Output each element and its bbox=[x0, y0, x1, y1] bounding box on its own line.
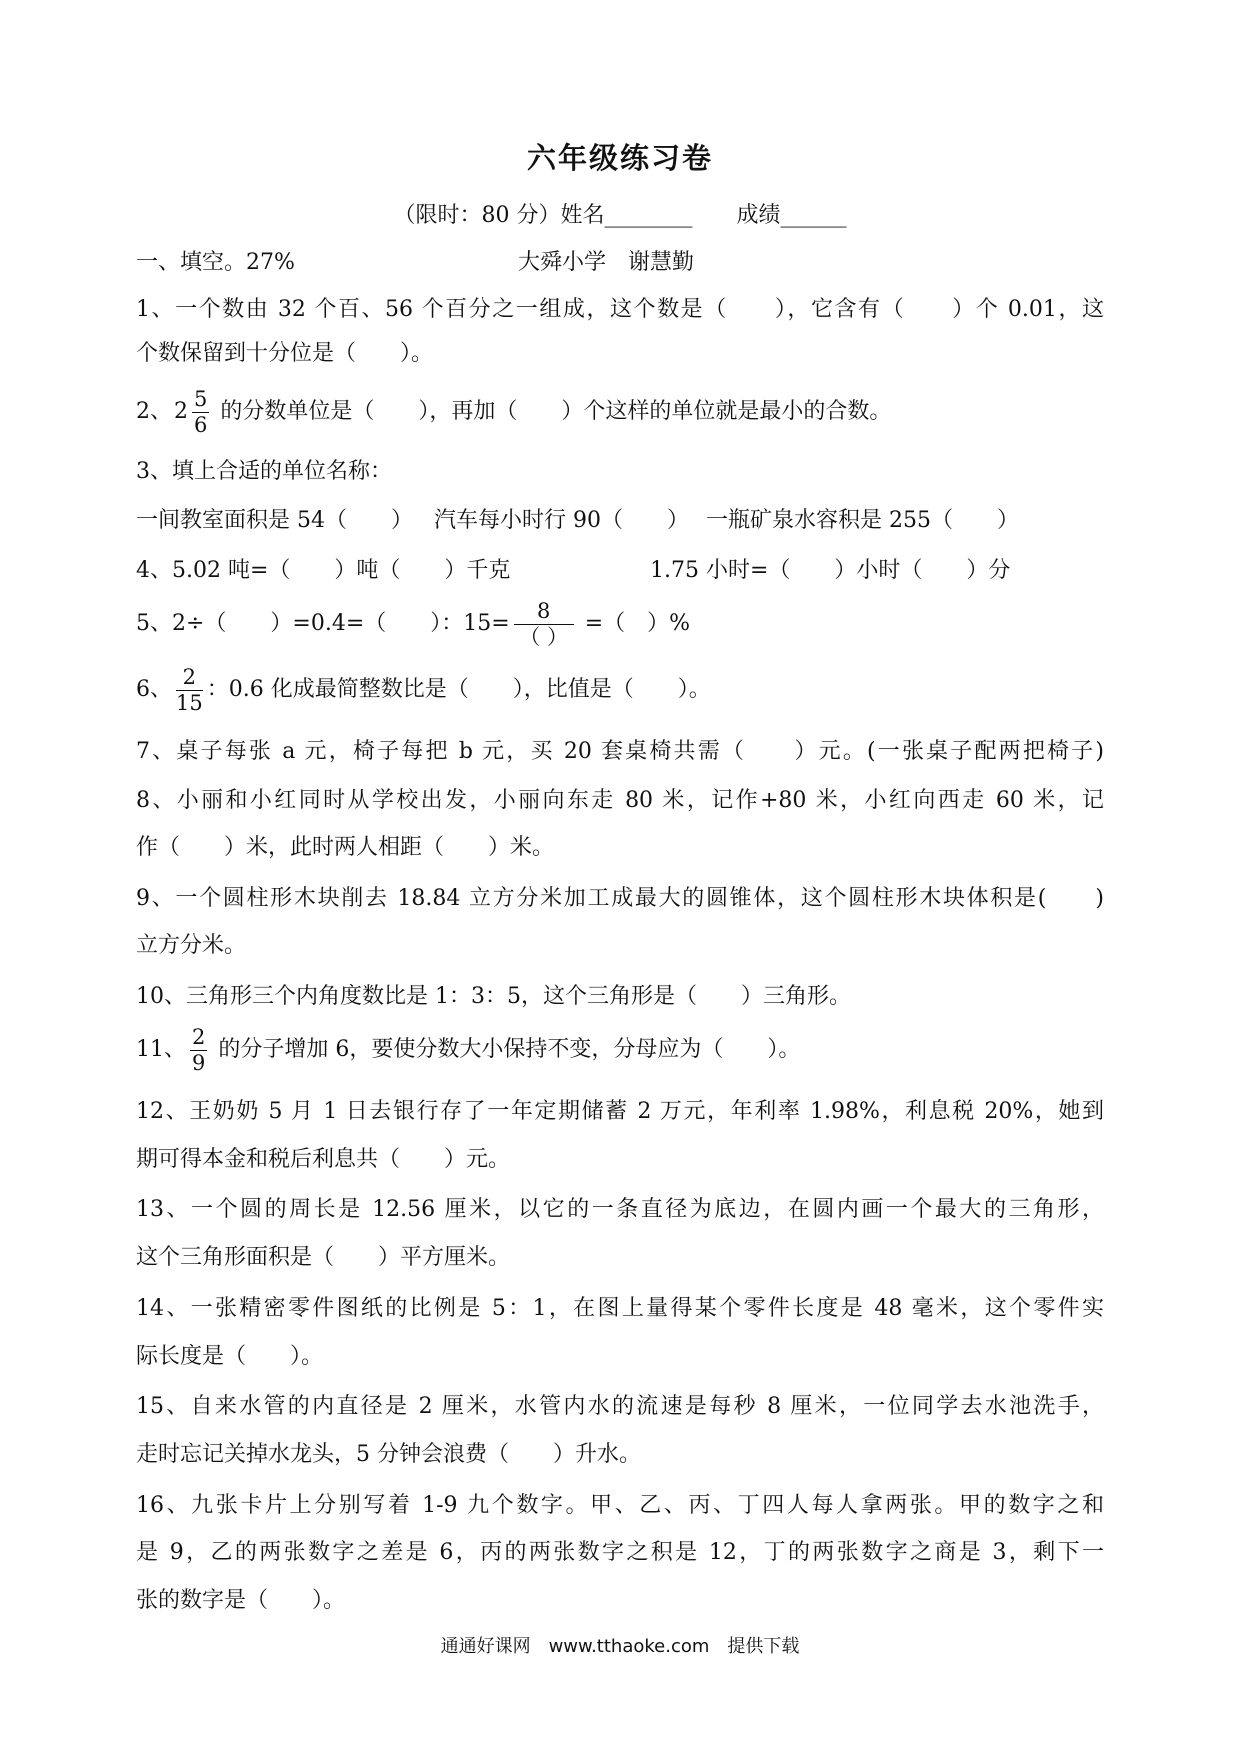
fraction-denominator: 6 bbox=[194, 412, 208, 437]
fraction-two-fifteenths bbox=[176, 664, 203, 715]
question-4 bbox=[136, 555, 1104, 587]
mixed-number-whole: 2 bbox=[174, 399, 188, 424]
question-3-line-2 bbox=[136, 505, 1104, 537]
section-label: 一、填空。27% bbox=[136, 250, 295, 275]
fraction-two-ninths bbox=[190, 1024, 207, 1075]
question-5-text-1: 5、2÷（ ）=0.4=（ ）：15= bbox=[136, 611, 510, 636]
question-5-text-2: =（ ）% bbox=[577, 611, 691, 636]
fraction-denominator: （ ） bbox=[519, 624, 569, 649]
question-2-number: 2、 bbox=[136, 399, 172, 424]
fraction-denominator: 15 bbox=[176, 690, 203, 715]
question-14-line-1: 14、一张精密零件图纸的比例是 5：1，在图上量得某个零件长度是 48 毫米，这个零件实 bbox=[136, 1296, 1104, 1321]
time-limit: （限时：80 分） bbox=[393, 203, 561, 228]
question-10: 10、三角形三个内角度数比是 1：3：5，这个三角形是（ ）三角形。 bbox=[136, 984, 851, 1009]
exam-header bbox=[0, 198, 1240, 229]
question-2-text: 的分数单位是（ ），再加（ ）个这样的单位就是最小的合数。 bbox=[213, 399, 892, 424]
question-15-line-2: 走时忘记关掉水龙头，5 分钟会浪费（ ）升水。 bbox=[136, 1442, 641, 1467]
question-9-line-1: 9、一个圆柱形木块削去 18.84 立方分米加工成最大的圆锥体，这个圆柱形木块体积是( ) bbox=[136, 886, 1104, 911]
question-1-line-1: 1、一个数由 32 个百、56 个百分之一组成，这个数是（ ），它含有（ ）个 0.01，这 bbox=[136, 297, 1104, 322]
question-3-part-2: 汽车每小时行 90（ ） bbox=[434, 508, 689, 533]
fraction-denominator: 9 bbox=[192, 1050, 206, 1075]
question-12-line-2: 期可得本金和税后利息共（ ）元。 bbox=[136, 1147, 511, 1172]
question-3-line-1: 3、填上合适的单位名称： bbox=[136, 459, 392, 484]
question-11-number: 11、 bbox=[136, 1037, 186, 1062]
question-6 bbox=[136, 664, 1104, 716]
fraction-eight-over-blank bbox=[514, 598, 574, 649]
question-3-part-1: 一间教室面积是 54（ ） bbox=[136, 508, 413, 533]
fraction-five-sixths bbox=[192, 386, 209, 437]
fraction-numerator: 2 bbox=[176, 667, 203, 691]
question-16-line-1: 16、九张卡片上分别写着 1-9 九个数字。甲、乙、丙、丁四人每人拿两张。甲的数字之和 bbox=[136, 1493, 1104, 1518]
question-13-line-1: 13、一个圆的周长是 12.56 厘米，以它的一条直径为底边，在圆内画一个最大的三角形， bbox=[136, 1197, 1104, 1222]
fraction-numerator: 5 bbox=[194, 386, 208, 411]
score-field: 成绩______ bbox=[736, 203, 847, 228]
question-5 bbox=[136, 597, 1104, 651]
question-12-line-1: 12、王奶奶 5 月 1 日去银行存了一年定期储蓄 2 万元，年利率 1.98%，利息税 20%，她到 bbox=[136, 1099, 1104, 1124]
question-16-line-2: 是 9，乙的两张数字之差是 6，丙的两张数字之积是 12，丁的两张数字之商是 3，剩下一 bbox=[136, 1540, 1104, 1565]
question-11-text: 的分子增加 6，要使分数大小保持不变，分母应为（ ）。 bbox=[211, 1037, 801, 1062]
question-4-part-1: 4、5.02 吨=（ ）吨（ ）千克 bbox=[136, 558, 511, 583]
question-4-part-2: 1.75 小时=（ ）小时（ ）分 bbox=[650, 558, 1011, 583]
question-1-line-2: 个数保留到十分位是（ ）。 bbox=[136, 341, 434, 366]
footer-source: 通通好课网 www.tthaoke.com 提供下载 bbox=[440, 1636, 800, 1657]
fraction-numerator: 2 bbox=[192, 1024, 206, 1049]
question-11 bbox=[136, 1024, 1104, 1076]
question-16-line-3: 张的数字是（ ）。 bbox=[136, 1588, 346, 1613]
page-title: 六年级练习卷 bbox=[526, 141, 713, 175]
author-name: 大舜小学 谢慧勤 bbox=[518, 250, 695, 275]
question-2 bbox=[136, 386, 1104, 438]
section-header bbox=[136, 247, 1104, 279]
question-3-part-3: 一瓶矿泉水容积是 255（ ） bbox=[706, 508, 1019, 533]
question-6-text: ：0.6 化成最简整数比是（ ），比值是（ ）。 bbox=[206, 677, 711, 702]
question-8-line-2: 作（ ）米，此时两人相距（ ）米。 bbox=[136, 835, 555, 860]
question-6-number: 6、 bbox=[136, 677, 172, 702]
question-7: 7、桌子每张 a 元，椅子每把 b 元，买 20 套桌椅共需（ ）元。(一张桌子配两把椅子) bbox=[136, 739, 1104, 764]
question-15-line-1: 15、自来水管的内直径是 2 厘米，水管内水的流速是每秒 8 厘米，一位同学去水池洗手， bbox=[136, 1394, 1104, 1419]
question-14-line-2: 际长度是（ ）。 bbox=[136, 1344, 324, 1369]
question-9-line-2: 立方分米。 bbox=[136, 933, 247, 958]
question-13-line-2: 这个三角形面积是（ ）平方厘米。 bbox=[136, 1245, 511, 1270]
fraction-numerator: 8 bbox=[514, 601, 574, 625]
question-8-line-1: 8、小丽和小红同时从学校出发，小丽向东走 80 米，记作+80 米，小红向西走 60 米，记 bbox=[136, 788, 1104, 813]
name-field: 姓名________ bbox=[560, 203, 693, 228]
